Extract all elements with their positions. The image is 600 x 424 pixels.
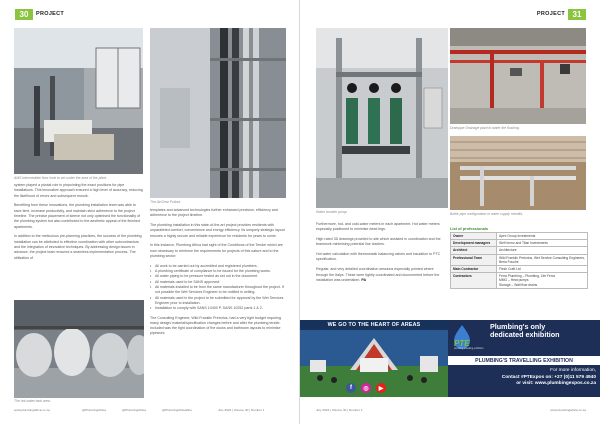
paragraph: Benefiting from these innovations, the plumbing installation team was able to save time, increase productivity, and maintain strict adherence to the project timeline. The precise placement of sleeve not only optimised the functionality of the plumbing system but also contributed to the aesthetic appeal of the finished apartments.	[14, 203, 140, 229]
ad1-title: WE GO TO THE HEART OF AREAS	[300, 320, 448, 330]
left-page-number: 30	[15, 9, 33, 20]
instagram-icon[interactable]: ◎	[361, 383, 371, 393]
left-text-column-2	[150, 208, 286, 341]
name-cell: Apex Group Investments	[497, 233, 588, 240]
photo-balcony-pipes	[14, 28, 143, 174]
paragraph: Furthermore, hot- and cold-water meters in each apartment. Hot water meters especially positioned to minimise dead legs.	[316, 222, 440, 232]
ad-heart-of-areas[interactable]	[300, 320, 448, 397]
photo-overhead-pipes	[450, 28, 586, 124]
table-row	[451, 233, 588, 240]
ad2-headline	[490, 323, 560, 339]
paragraph: Hot water calculation with thermostatic balancing valves and insulation to PTC specification.	[316, 252, 441, 262]
role-cell: Professional Team	[451, 254, 497, 265]
paragraph: system played a pivotal role in pinpointing the exact positions for pipe installations. This innovative approach ensured a high level of accuracy, reducing the likelihood of errors and subsequent rework.	[14, 183, 143, 198]
list-item: • All work to be carried out by accredited and registered plumbers.	[150, 264, 286, 269]
pte-brand-sub: plumbing travelling exhibition	[454, 348, 484, 350]
facebook-icon[interactable]: f	[346, 383, 356, 393]
photo-bottle-pipes-image	[450, 136, 586, 210]
ad2-cta	[502, 368, 596, 388]
caption-photo-1: AMS intermediate floor heat to set under the area of the plant.	[14, 176, 107, 180]
photo-overhead-pipes-image	[450, 28, 586, 124]
table-row	[451, 266, 588, 273]
paragraph: In this instance, Plumbing Africa had sight of the Conditions of the Tender which are now necessary to reinforce the requirements for projects of this nature and to the plumbing sector:	[150, 243, 283, 259]
list-item: • All materials used in the project to be submitted for approval by the Wet Services Engineer prior to installation.	[150, 296, 286, 307]
name-cell: Flesh Craft Ltd	[497, 266, 588, 273]
ad-plumbing-exhibition[interactable]	[448, 320, 600, 397]
professionals-table	[450, 232, 588, 289]
list-item: • All water piping to be pressure tested as set out in the document.	[150, 274, 286, 279]
ad2-band: PLUMBING'S TRAVELLING EXHIBITION	[448, 356, 600, 365]
paragraph: High rated 3D drawings provided to site which assisted in coordination and the teamwork minimising potential line clashes.	[316, 237, 441, 247]
caption-photo-5: Bottle pipe configuration in water supply retrofits.	[450, 212, 524, 216]
ad2-headline-line-1: Plumbing's only	[490, 322, 546, 331]
ad2-headline-line-2: dedicated exhibition	[490, 330, 560, 339]
right-page-header	[537, 8, 586, 20]
ad2-cta-line-3[interactable]: or visit: www.plumbingexpos.co.za	[516, 381, 596, 387]
right-text-column	[316, 222, 446, 288]
left-text-column-1	[14, 183, 144, 265]
role-cell: Main Contractor	[451, 266, 497, 273]
photo-booster-pump-image	[316, 28, 448, 208]
photo-booster-pump	[316, 28, 448, 208]
name-cell: Ferra Plumbing – Plumbing, Life Ferra MMG – Heat pumps Storage – Wall flow drains	[497, 273, 588, 289]
list-item: • A plumbing certificate of compliance to be issued for the plumbing works.	[150, 269, 286, 274]
photo-bottle-pipes	[450, 136, 586, 210]
footer-social-2[interactable]: @PlumbingAfrica	[122, 408, 146, 412]
table-row	[451, 240, 588, 247]
photo-water-tanks-image	[14, 300, 144, 398]
table-row	[451, 273, 588, 289]
paragraph: The plumbing installation in this state-of-the-art project provides residents with unparalleled comfort, convenience and energy efficiency. Its uniquely strategic layout ensures a highly secure and reliable experience for residents for years to come.	[150, 223, 285, 238]
paragraph: The Consulting Engineer, Wild Franklin Pretorius, had a very tight budget requiring many design/ material/specification changes before and after the plumbing tender. Included was the tight coordination of the docks and bathroom layouts to minimise pipework.	[150, 315, 282, 336]
role-cell: Owner	[451, 233, 497, 240]
paragraph	[316, 267, 446, 283]
tender-conditions-list	[150, 264, 286, 312]
caption-photo-3: The hot water tank area.	[14, 399, 51, 403]
role-cell: Contractors	[451, 273, 497, 289]
paragraph: templates and advanced technologies further enhanced precision, efficiency and adherence to the project timeline.	[150, 208, 278, 218]
paragraph: In addition to the meticulous pre-planning practices, the success of the plumbing installation can be attributed to effective coordination with other subcontractors and the integration of innovative techniques. By addressing design issues in advance, the project team ensured a seamless implementation process. The utilisation of	[14, 234, 142, 260]
table-row	[451, 254, 588, 265]
ad2-cta-line-2[interactable]: Contact #PTExpos on: +27 (0)11 579 4940	[501, 374, 596, 380]
role-cell: Architect	[451, 247, 497, 254]
footer-social-1[interactable]: @PlumbingAfrica	[82, 408, 106, 412]
caption-photo-4: Water booster pump.	[316, 210, 348, 214]
name-cell: Architecture	[497, 247, 588, 254]
left-section-label: PROJECT	[36, 11, 65, 17]
caption-photo-2: The AirClear Pullout.	[150, 200, 182, 204]
photo-pipe-column-image	[150, 28, 286, 198]
right-section-label: PROJECT	[536, 11, 565, 17]
footer-right-issue: July 2023 | Volume 30 | Number 1	[316, 408, 363, 412]
table-row	[451, 247, 588, 254]
name-cell: Stefi Immo and Titan Investments	[497, 240, 588, 247]
list-item: • All materials installed to be from the same manufacturer throughout the project. If not possible the Wet Services Engineer to be notified in writing.	[150, 285, 286, 296]
photo-pipe-column	[150, 28, 286, 198]
role-cell: Development managers	[451, 240, 497, 247]
ad1-social-row	[346, 383, 386, 393]
youtube-icon[interactable]: ▶	[376, 383, 386, 393]
footer-right-url[interactable]: www.plumbingafrica.co.za	[550, 408, 586, 412]
end-mark: PA	[361, 277, 367, 282]
list-item: • All materials used to be SANS approved.	[150, 280, 286, 285]
caption-photo-6: Drainpipe Drainage plant to water the flushing.	[450, 126, 520, 130]
footer-left-issue: July 2023 | Volume 30 | Number 1	[218, 408, 265, 412]
left-page-header	[15, 8, 64, 20]
photo-balcony-pipes-image	[14, 28, 143, 174]
name-cell: Wild Franklin Pretorius, Wet Service Consulting Engineers, Beria Fouche	[497, 254, 588, 265]
pte-brand: PTE	[454, 339, 470, 348]
ad2-cta-line-1: For more information,	[550, 368, 596, 373]
paragraph-text: Regular, and very detailed coordination sessions especially pointed where through the Italys. These were tightly coordinated and documented before the installation was undertaken.	[316, 267, 440, 282]
footer-social-3[interactable]: @PlumbingAfricaZine	[162, 408, 192, 412]
right-page-number: 31	[568, 9, 586, 20]
list-item: • Installation to comply with SANS 10400 P, SANS 10252 parts 1 & 2.	[150, 306, 286, 311]
professionals-title: List of professionals	[450, 226, 489, 231]
photo-water-tanks	[14, 300, 144, 398]
footer-left-url[interactable]: www.plumbingafrica.co.za	[14, 408, 50, 412]
